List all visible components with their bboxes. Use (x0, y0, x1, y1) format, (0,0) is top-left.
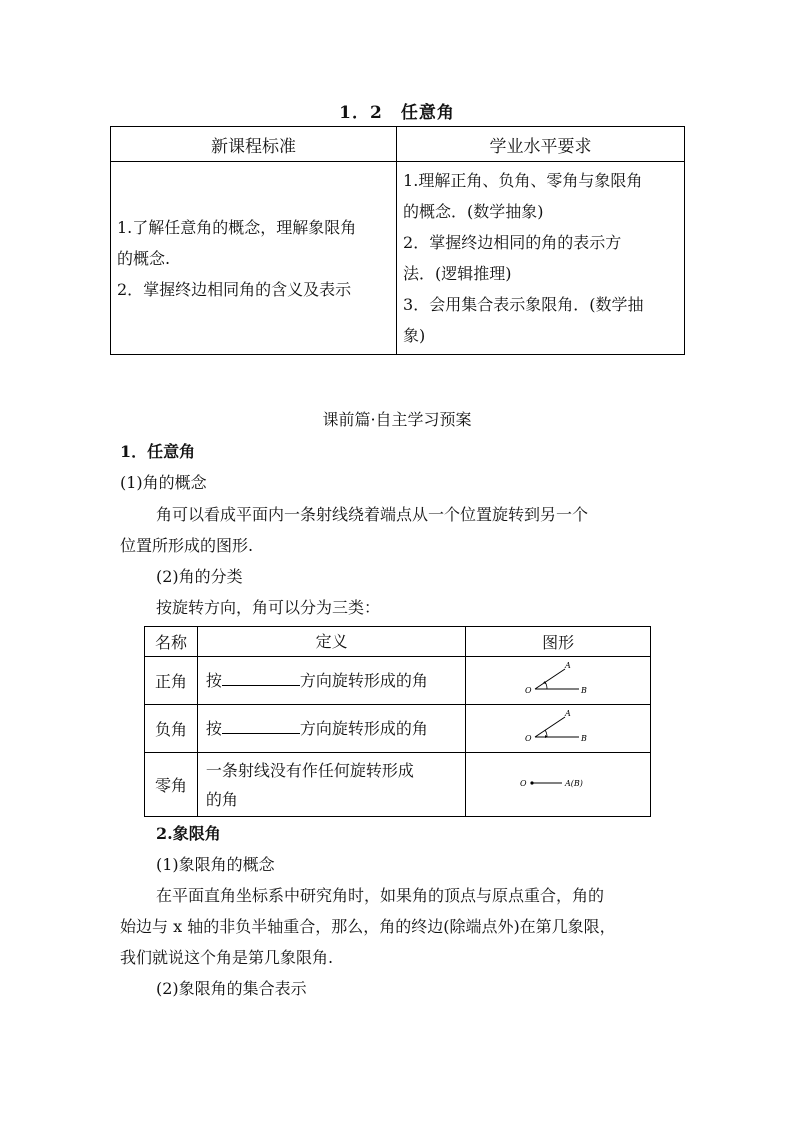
sub-quadrant-set: (2)象限角的集合表示 (156, 979, 307, 998)
fig-label-a: A (565, 660, 571, 670)
fig-label-b: B (581, 733, 587, 743)
classification-intro: 按旋转方向，角可以分为三类： (156, 598, 381, 617)
table-row (145, 753, 651, 817)
std-right-line: 2．掌握终边相同的角的表示方 (403, 233, 622, 252)
row-name: 负角 (145, 705, 198, 753)
row-figure (466, 705, 651, 753)
std-right-line: 象) (403, 326, 426, 345)
fig-label-o: O (525, 685, 532, 695)
row-name: 零角 (145, 753, 198, 817)
standards-table (110, 126, 685, 355)
fig-label-a: A (565, 708, 571, 718)
zero-angle-figure (518, 773, 598, 793)
page-title: 1．2 任意角 (339, 103, 455, 123)
fig-label-ab: A(B) (565, 778, 584, 788)
def-line: 的角 (205, 789, 238, 809)
def-line: 一条射线没有作任何旋转形成 (205, 760, 414, 780)
std-left-line: 的概念. (117, 248, 171, 268)
row-definition (197, 657, 465, 705)
table-row (145, 705, 651, 753)
heading-quadrant-angle: 2.象限角 (156, 824, 221, 843)
fig-label-o: O (520, 778, 527, 788)
col-header-figure: 图形 (466, 627, 651, 657)
section-title: 课前篇·自主学习预案 (322, 410, 472, 429)
sub-angle-concept: (1)角的概念 (120, 473, 207, 492)
angle-def-line: 角可以看成平面内一条射线绕着端点从一个位置旋转到另一个 (156, 505, 589, 524)
row-figure (466, 657, 651, 705)
std-left-line: 1.了解任意角的概念，理解象限角 (117, 217, 357, 237)
quadrant-def-line: 始边与 x 轴的非负半轴重合，那么，角的终边(除端点外)在第几象限， (120, 917, 616, 936)
fig-label-o: O (525, 733, 532, 743)
fill-blank[interactable] (222, 671, 300, 686)
std-right-line: 1.理解正角、负角、零角与象限角 (403, 171, 643, 190)
std-header-left: 新课程标准 (111, 127, 397, 162)
sub-quadrant-concept: (1)象限角的概念 (156, 855, 275, 874)
angle-classification-table (144, 626, 651, 817)
def-suffix: 方向旋转形成的角 (299, 671, 428, 690)
def-prefix: 按 (205, 671, 222, 690)
col-header-name: 名称 (145, 627, 198, 657)
row-name: 正角 (145, 657, 198, 705)
quadrant-def-line: 我们就说这个角是第几象限角. (120, 948, 334, 967)
sub-angle-classification: (2)角的分类 (156, 567, 243, 586)
std-left-line: 2．掌握终边相同角的含义及表示 (117, 279, 352, 299)
quadrant-def-line: 在平面直角坐标系中研究角时，如果角的顶点与原点重合，角的 (156, 886, 605, 905)
std-header-right: 学业水平要求 (397, 127, 685, 162)
negative-angle-figure (523, 709, 593, 745)
positive-angle-figure (523, 661, 593, 697)
fill-blank[interactable] (222, 719, 300, 734)
row-definition (197, 705, 465, 753)
heading-any-angle: 1．任意角 (120, 442, 196, 461)
std-right-line: 的概念．(数学抽象) (403, 202, 544, 221)
std-left-cell (111, 162, 397, 355)
def-prefix: 按 (205, 719, 222, 738)
std-right-cell (397, 162, 685, 355)
def-suffix: 方向旋转形成的角 (299, 719, 428, 738)
fig-label-b: B (581, 685, 587, 695)
col-header-definition: 定义 (197, 627, 465, 657)
table-row (145, 657, 651, 705)
angle-def-line: 位置所形成的图形. (120, 536, 254, 555)
row-definition (197, 753, 465, 817)
std-right-line: 3．会用集合表示象限角．(数学抽 (403, 295, 644, 314)
row-figure (466, 753, 651, 817)
std-right-line: 法．(逻辑推理) (403, 264, 512, 283)
